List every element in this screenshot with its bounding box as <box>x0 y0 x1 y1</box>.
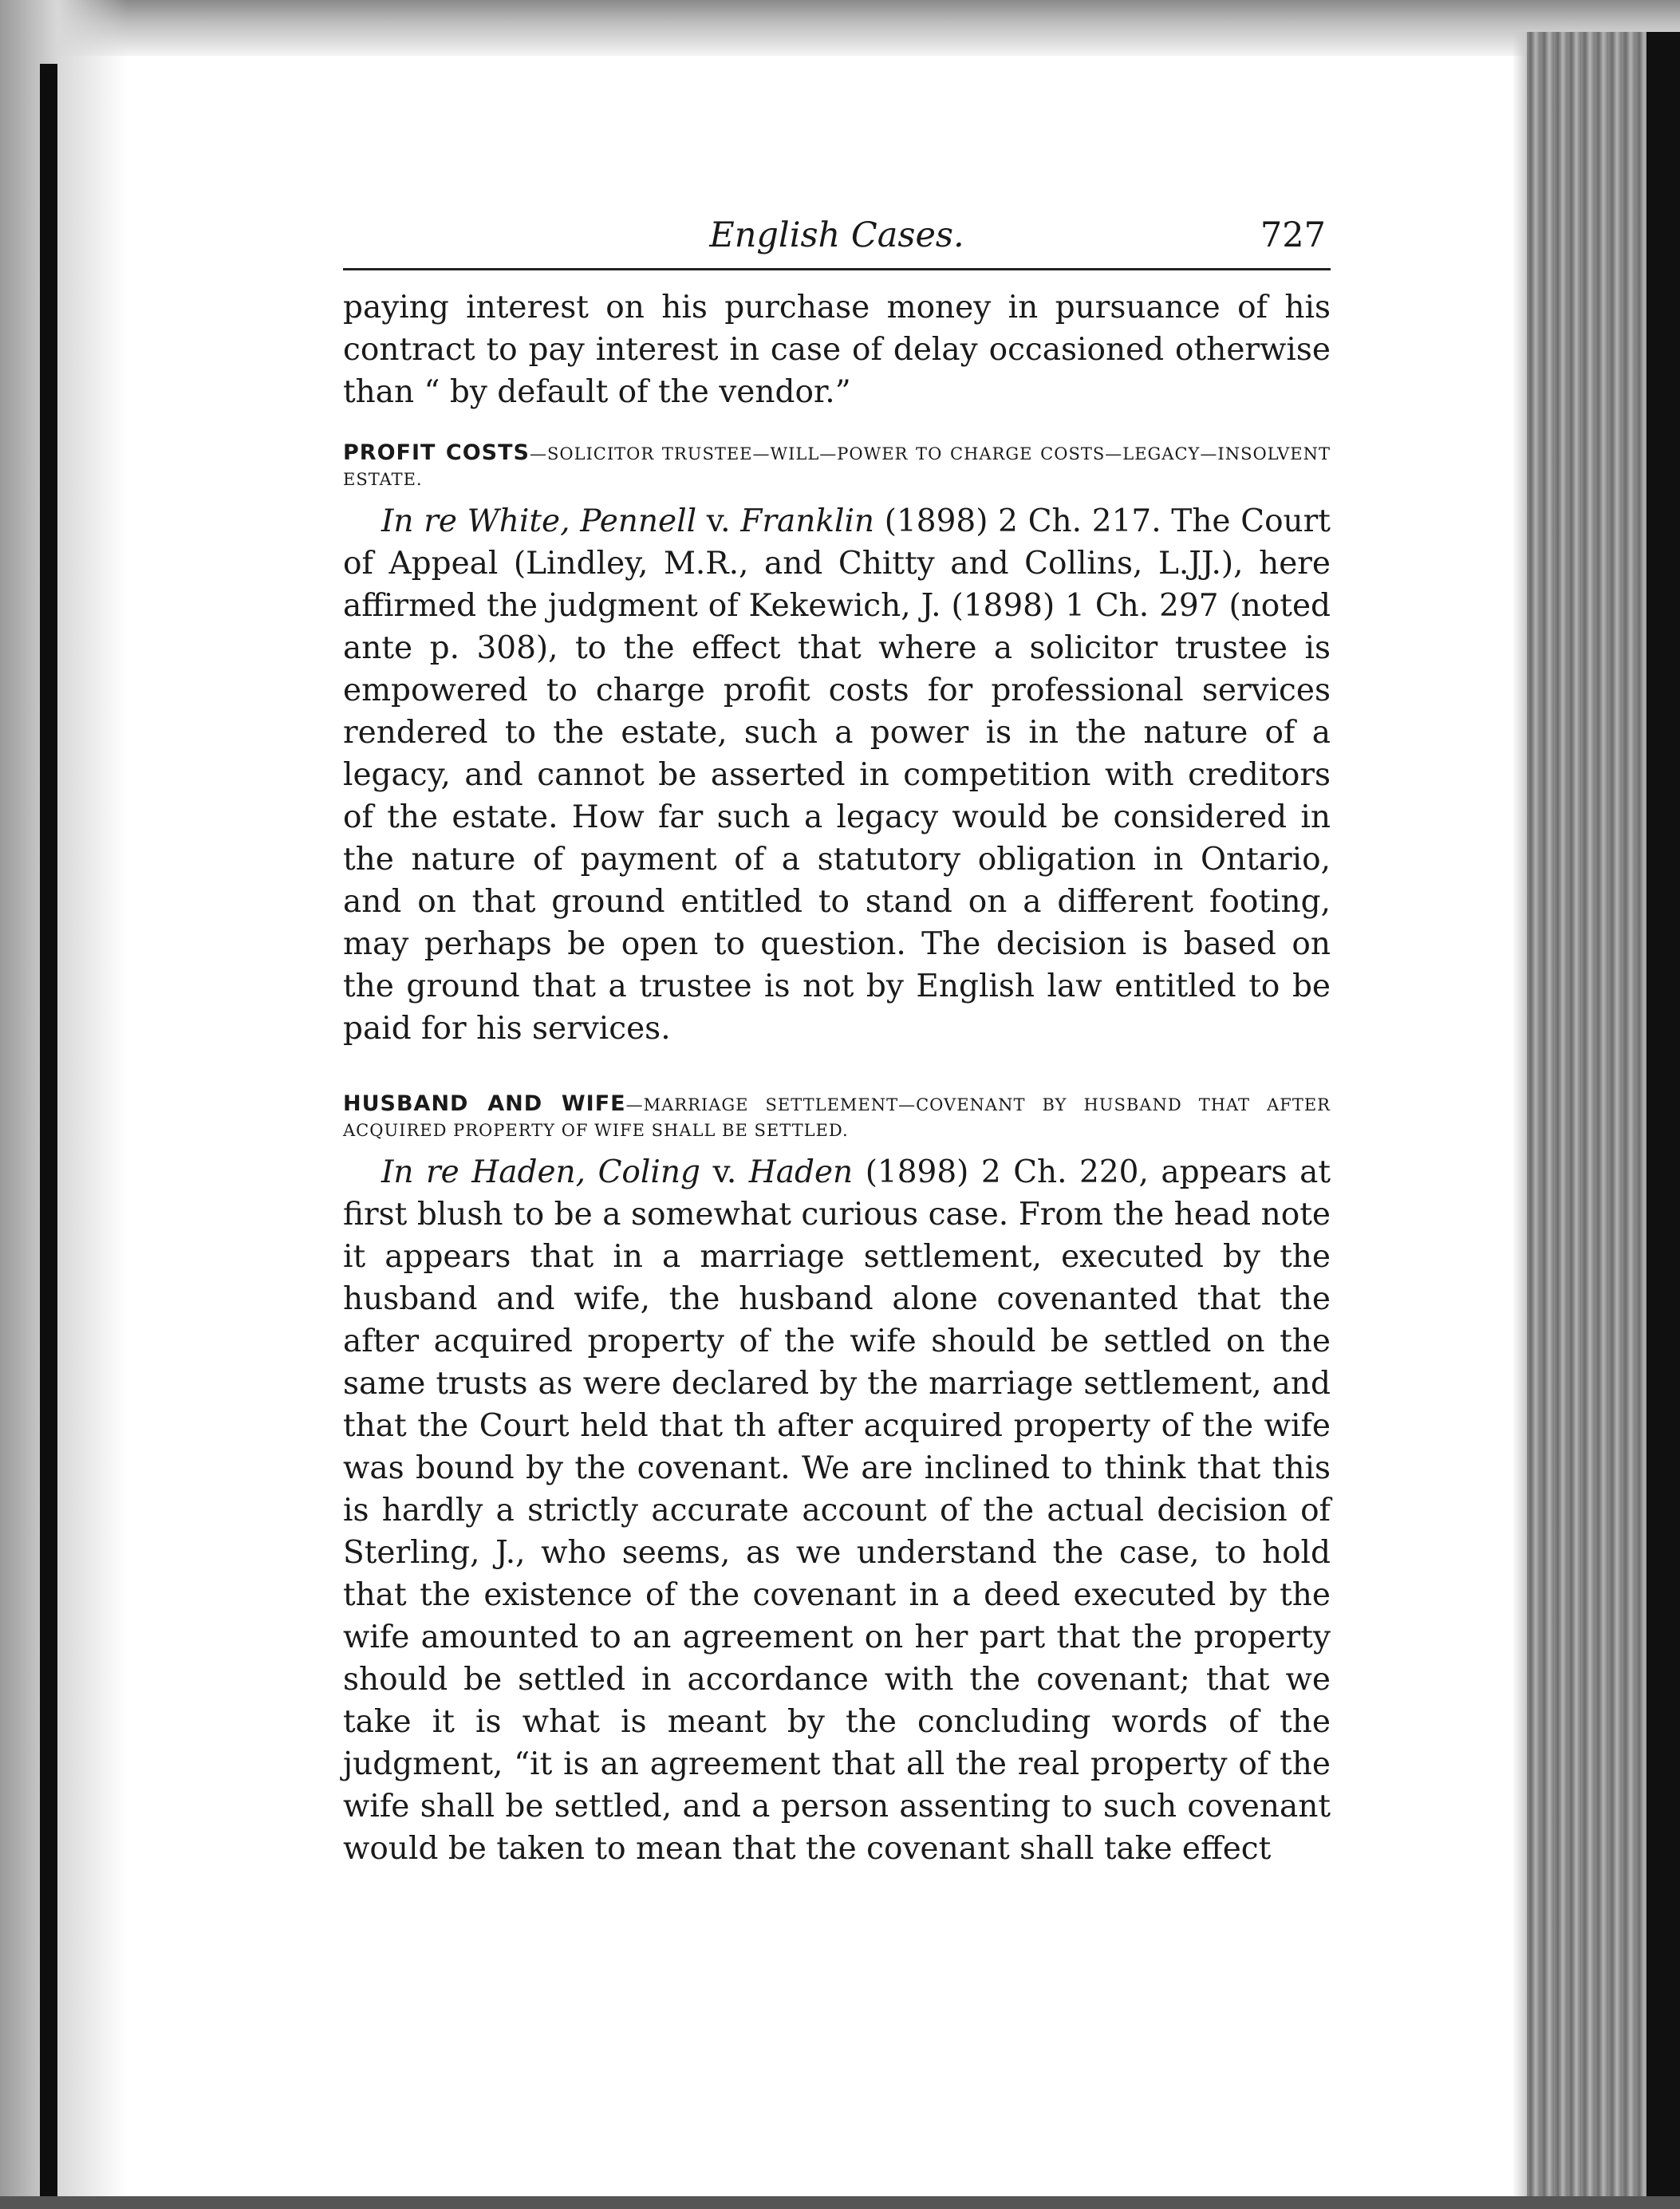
heading-lead: HUSBAND AND WIFE <box>343 1091 626 1116</box>
running-title: English Cases. <box>709 215 964 255</box>
scan-left-shadow <box>0 0 128 2209</box>
scan-right-fade <box>1512 32 1527 2209</box>
scan-left-border <box>40 64 57 2209</box>
case-text: (1898) 2 Ch. 220, appears at first blush to be a somewhat curious case. From the head note it appears that in a marriage settlement, executed by the husband and wife, the husband alone covenanted that the after acquired property of the wife should be settled on the same trusts as were declared by the marriage settlement, and that the Court held that th after acquired property of the wife was bound by the covenant. We are inclined to think that this is hardly a strictly accurate account of the actual decision of Sterling, J., who seems, as we understand the case, to hold that the existence of the covenant in a deed executed by the wife amounted to an agreement on her part that the property should be settled in accordance with the covenant; that we take it is what is meant by the concluding words of the judgment, “it is an agreement that all the real property of the wife shall be settled, and a person assenting to such covenant would be taken to mean that the covenant shall take effect <box>343 1154 1331 1867</box>
page-number: 727 <box>1260 215 1326 255</box>
case-versus: v. <box>700 1154 749 1190</box>
page-text-column <box>343 215 1331 1870</box>
section-heading-husband-and-wife <box>343 1091 1331 1143</box>
case-paragraph-white <box>343 500 1331 1050</box>
continuation-paragraph: paying interest on his purchase money in pursuance of his contract to pay interest in case of delay occasioned otherwise than “ by default of the vendor.” <box>343 290 1331 410</box>
section-heading-profit-costs <box>343 440 1331 492</box>
case-party: Franklin <box>740 503 875 539</box>
scan-top-shadow <box>0 0 1680 56</box>
case-paragraph-haden <box>343 1151 1331 1870</box>
case-name: In re Haden, Coling <box>381 1154 700 1190</box>
scan-bottom-edge <box>0 2196 1680 2209</box>
case-text: (1898) 2 Ch. 217. The Court of Appeal (Lindley, M.R., and Chitty and Collins, L.JJ.), here affirmed the judgment of Kekewich, J. (1898) 1 Ch. 297 (noted ante p. 308), to the effect that where a solicitor trustee is empowered to charge profit costs for professional services rendered to the estate, such a power is in the nature of a legacy, and cannot be asserted in competition with creditors of the estate. How far such a legacy would be considered in the nature of payment of a statutory obligation in Ontario, and on that ground entitled to stand on a different footing, may perhaps be open to question. The decision is based on the ground that a trustee is not by English law entitled to be paid for his services. <box>343 503 1331 1047</box>
case-name: In re White, Pennell <box>381 503 697 539</box>
running-header <box>343 215 1331 270</box>
case-party: Haden <box>748 1154 854 1190</box>
heading-subject: —SOLICITOR TRUSTEE—WILL—POWER TO CHARGE COSTS—LEGACY—INSOLVENT ESTATE. <box>343 444 1331 489</box>
case-versus: v. <box>696 503 741 539</box>
scan-page-edges <box>1527 32 1646 2209</box>
scan-right-border <box>1646 32 1680 2209</box>
heading-subject: —MARRIAGE SETTLEMENT—COVENANT BY HUSBAND THAT AFTER ACQUIRED PROPERTY OF WIFE SHALL BE SETTLED. <box>343 1095 1331 1140</box>
heading-lead: PROFIT COSTS <box>343 440 530 465</box>
